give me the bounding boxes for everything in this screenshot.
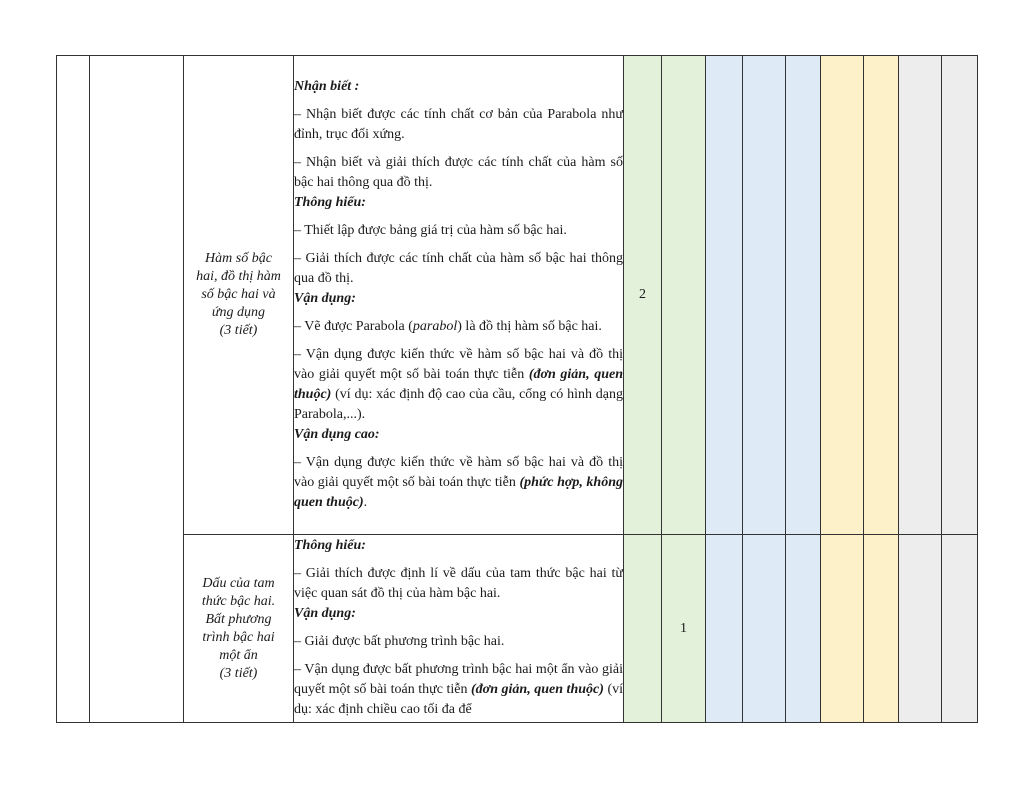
matrix-row-quadratic-function: [57, 56, 978, 535]
level-heading: Thông hiểu:: [294, 537, 366, 553]
emphasis-text: (đơn giản, quen thuộc): [471, 681, 604, 697]
emphasis-text: (phức hợp, không quen thuộc): [294, 475, 624, 510]
thong-hieu-count: [662, 56, 706, 535]
requirement-item: [294, 345, 623, 425]
emphasis-text: (đơn giản, quen thuộc): [294, 367, 623, 402]
level-cell: [786, 56, 821, 535]
requirement-text: ) là đồ thị hàm số bậc hai.: [457, 319, 602, 334]
requirement-item: [294, 564, 623, 604]
requirements-cell: [294, 535, 624, 723]
chapter-cell: [90, 56, 184, 723]
level-cell: [821, 56, 864, 535]
requirements-cell: [294, 56, 624, 535]
requirement-text: – Vẽ được Parabola (: [294, 319, 413, 334]
topic-line: một ẩn: [219, 647, 258, 663]
level-cell: [786, 535, 821, 723]
topic-line: (3 tiết): [219, 665, 258, 681]
requirement-text: .: [363, 495, 368, 510]
requirement-item: [294, 249, 623, 289]
requirement-text: – Nhận biết được các tính chất cơ bản của Parabola như đỉnh, trục đối xứng.: [294, 107, 623, 142]
requirement-text: (ví dụ: xác định độ cao của cầu, cổng có hình dạng Parabola,...).: [294, 387, 623, 422]
level-cell: [706, 56, 743, 535]
level-cell: [743, 56, 786, 535]
assessment-matrix-table: [56, 55, 978, 723]
requirement-text: – Vận dụng được bất phương trình bậc hai một ẩn vào giải quyết một số bài toán thực tiễn: [294, 661, 623, 697]
level-heading: Vận dụng:: [294, 291, 356, 306]
requirement-item: [294, 221, 623, 241]
topic-line: ứng dụng: [211, 305, 266, 320]
topic-line: Bất phương: [205, 611, 272, 627]
matrix-row-quadratic-inequality: [57, 535, 978, 723]
level-heading: Vận dụng cao:: [294, 427, 380, 442]
requirement-text: – Nhận biết và giải thích được các tính chất của hàm số bậc hai thông qua đồ thị.: [294, 155, 623, 190]
level-cell: [899, 535, 942, 723]
requirement-text: – Vận dụng được kiến thức về hàm số bậc hai và đồ thị vào giải quyết một số bài toán thực tiễn: [294, 347, 623, 382]
nhan-biet-count: 2: [624, 56, 662, 535]
requirement-text: – Giải thích được các tính chất của hàm số bậc hai thông qua đồ thị.: [294, 251, 623, 286]
topic-line: Dấu của tam: [202, 575, 275, 591]
level-cell: [743, 535, 786, 723]
requirement-item: [294, 660, 623, 720]
topic-line: thức bậc hai.: [201, 593, 276, 609]
requirement-text: – Giải thích được định lí về dấu của tam thức bậc hai từ việc quan sát đồ thị của hàm bậc hai.: [294, 565, 623, 601]
requirement-text: – Giải được bất phương trình bậc hai.: [294, 633, 505, 649]
level-cell: [899, 56, 942, 535]
index-cell: [57, 56, 90, 723]
topic-line: hai, đồ thị hàm: [196, 269, 281, 284]
emphasis-text: parabol: [412, 319, 458, 334]
level-cell: [942, 535, 978, 723]
topic-line: (3 tiết): [219, 323, 258, 338]
topic-cell: [184, 535, 294, 723]
topic-line: trình bậc hai: [202, 629, 275, 645]
level-heading: Vận dụng:: [294, 605, 356, 621]
thong-hieu-count: 1: [662, 535, 706, 723]
requirement-item: [294, 105, 623, 145]
level-heading: Nhận biết :: [294, 79, 360, 94]
level-cell: [864, 535, 899, 723]
topic-line: Hàm số bậc: [205, 251, 272, 266]
level-cell: [864, 56, 899, 535]
requirement-item: [294, 153, 623, 193]
level-cell: [706, 535, 743, 723]
requirement-item: [294, 453, 623, 513]
requirement-text: – Vận dụng được kiến thức về hàm số bậc hai và đồ thị vào giải quyết một số bài toán thực tiễn: [294, 455, 623, 490]
requirement-text: – Thiết lập được bảng giá trị của hàm số bậc hai.: [294, 223, 567, 238]
nhan-biet-count: [624, 535, 662, 723]
requirement-text: (ví dụ: xác định chiều cao tối đa để: [294, 681, 623, 717]
topic-cell: [184, 56, 294, 535]
level-cell: [942, 56, 978, 535]
level-cell: [821, 535, 864, 723]
requirement-item: [294, 317, 623, 337]
topic-line: số bậc hai và: [201, 287, 276, 302]
level-heading: Thông hiểu:: [294, 195, 366, 210]
requirement-item: [294, 632, 623, 652]
